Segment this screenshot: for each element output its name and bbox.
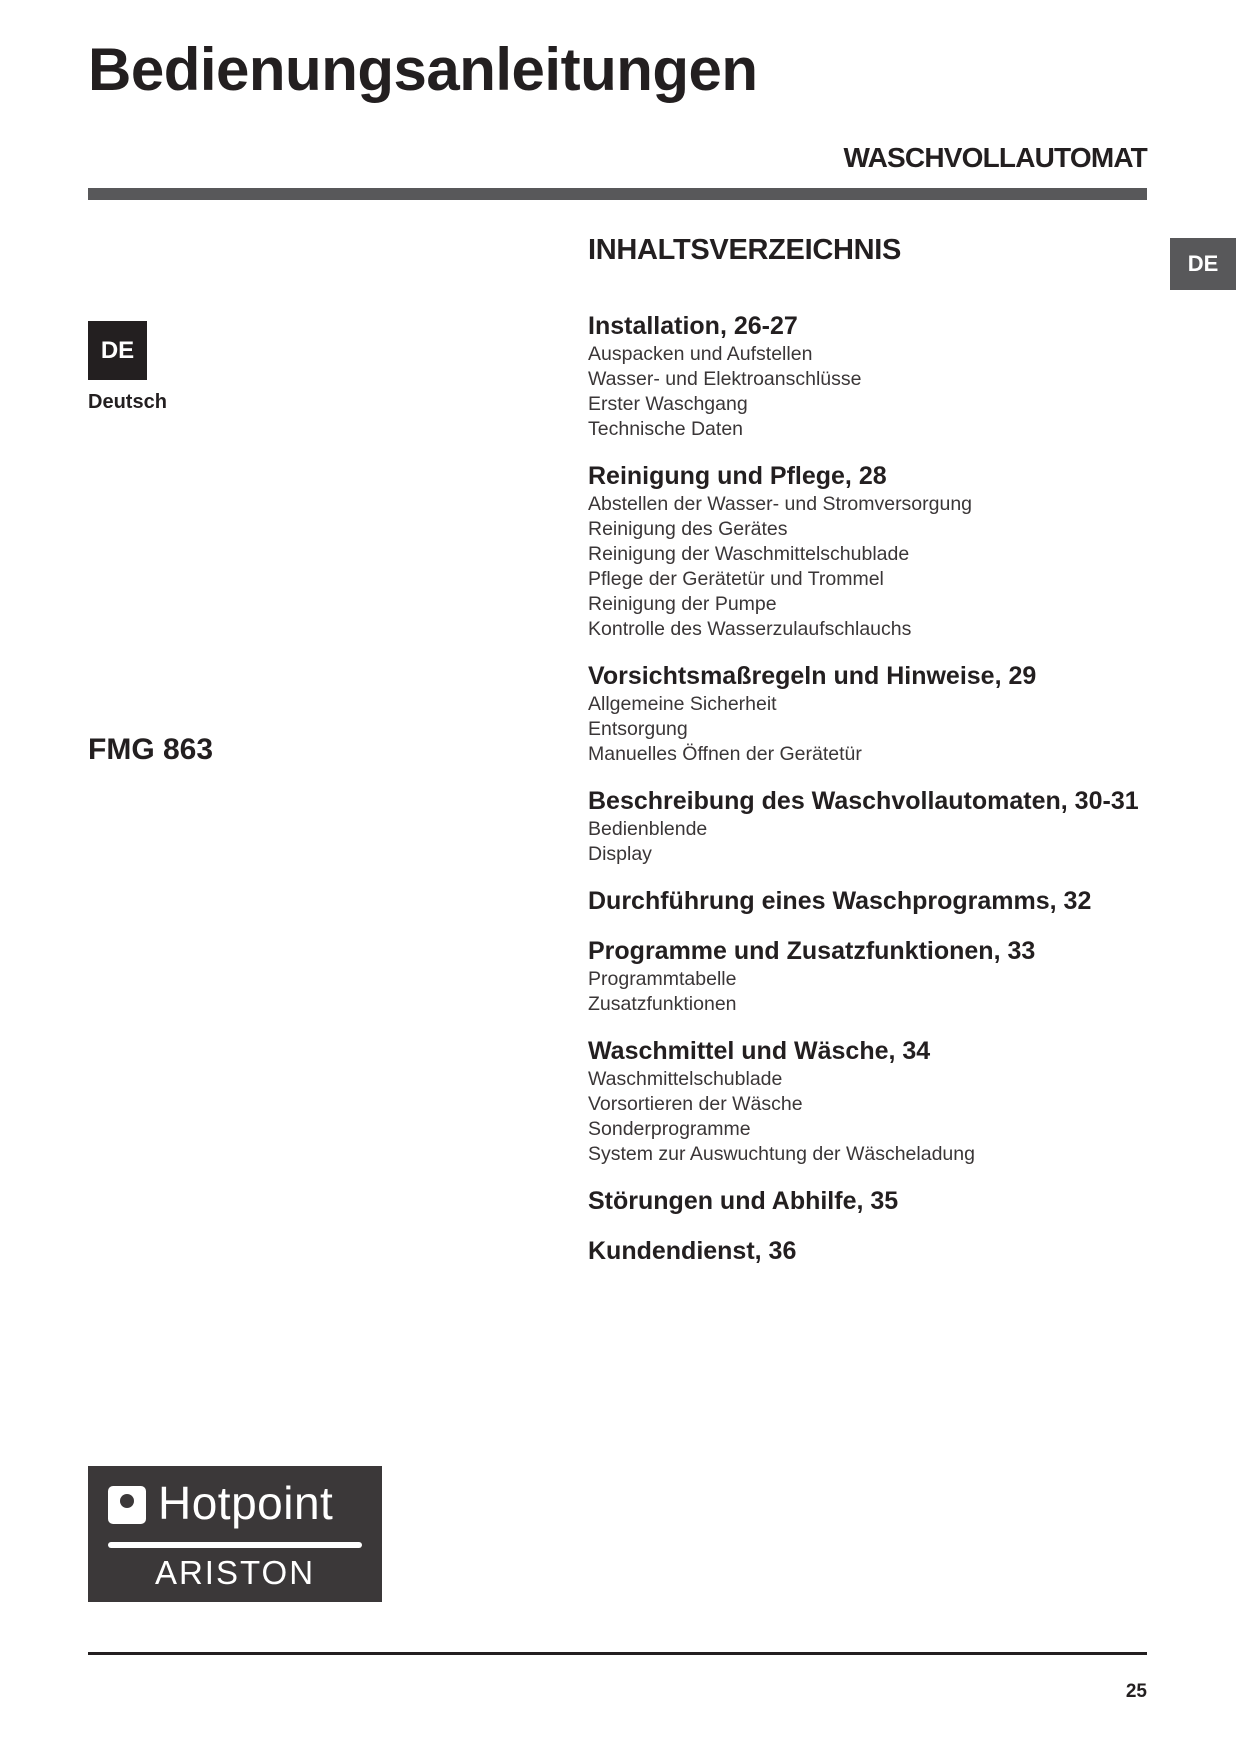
logo-divider bbox=[108, 1542, 362, 1548]
header-divider bbox=[88, 188, 1147, 200]
toc-item: System zur Auswuchtung der Wäscheladung bbox=[588, 1143, 975, 1165]
toc-item: Erster Waschgang bbox=[588, 393, 748, 415]
toc-item: Reinigung des Gerätes bbox=[588, 518, 788, 540]
toc-item: Auspacken und Aufstellen bbox=[588, 343, 813, 365]
product-type-subtitle: WASCHVOLLAUTOMAT bbox=[843, 142, 1147, 173]
page-title: Bedienungsanleitungen bbox=[88, 36, 758, 103]
toc-section-title: Reinigung und Pflege, 28 bbox=[588, 462, 887, 490]
toc-section-title: Beschreibung des Waschvollautomaten, 30-31 bbox=[588, 787, 1139, 815]
table-of-contents bbox=[588, 310, 1148, 1285]
toc-item: Programmtabelle bbox=[588, 968, 737, 990]
toc-section bbox=[588, 1235, 1148, 1267]
logo-brand-text: Hotpoint bbox=[158, 1477, 334, 1529]
toc-item: Abstellen der Wasser- und Stromversorgung bbox=[588, 493, 973, 515]
toc-item: Sonderprogramme bbox=[588, 1118, 751, 1140]
language-name: Deutsch bbox=[88, 391, 167, 413]
toc-section-title: Durchführung eines Waschprogramms, 32 bbox=[588, 887, 1092, 915]
toc-section-title: Waschmittel und Wäsche, 34 bbox=[588, 1037, 931, 1065]
toc-section-title: Vorsichtsmaßregeln und Hinweise, 29 bbox=[588, 662, 1037, 690]
model-number: FMG 863 bbox=[88, 733, 214, 766]
toc-item: Bedienblende bbox=[588, 818, 708, 840]
toc-item: Reinigung der Waschmittelschublade bbox=[588, 543, 910, 565]
logo-mark-icon bbox=[108, 1486, 146, 1524]
toc-section-title: Kundendienst, 36 bbox=[588, 1237, 797, 1265]
toc-item: Wasser- und Elektroanschlüsse bbox=[588, 368, 862, 390]
toc-section-title: Programme und Zusatzfunktionen, 33 bbox=[588, 937, 1036, 965]
toc-section bbox=[588, 785, 1148, 867]
toc-item: Vorsortieren der Wäsche bbox=[588, 1093, 803, 1115]
page-number: 25 bbox=[1125, 1681, 1147, 1702]
toc-item: Manuelles Öffnen der Gerätetür bbox=[588, 743, 862, 765]
hotpoint-ariston-logo bbox=[88, 1466, 382, 1602]
toc-item: Pflege der Gerätetür und Trommel bbox=[588, 568, 884, 590]
language-tab: DE bbox=[1170, 238, 1236, 290]
toc-section bbox=[588, 1035, 1148, 1167]
toc-heading: INHALTSVERZEICHNIS bbox=[588, 234, 902, 266]
toc-section bbox=[588, 885, 1148, 917]
toc-item: Display bbox=[588, 843, 652, 865]
toc-item: Kontrolle des Wasserzulaufschlauchs bbox=[588, 618, 912, 640]
logo-sub-text: ARISTON bbox=[154, 1554, 316, 1591]
toc-section bbox=[588, 460, 1148, 642]
toc-section bbox=[588, 935, 1148, 1017]
toc-item: Technische Daten bbox=[588, 418, 744, 440]
toc-section-title: Störungen und Abhilfe, 35 bbox=[588, 1187, 899, 1215]
toc-section-title: Installation, 26-27 bbox=[588, 312, 798, 340]
toc-item: Zusatzfunktionen bbox=[588, 993, 737, 1015]
toc-section bbox=[588, 660, 1148, 767]
toc-item: Reinigung der Pumpe bbox=[588, 593, 777, 615]
footer-divider bbox=[88, 1652, 1147, 1655]
toc-section bbox=[588, 1185, 1148, 1217]
toc-item: Allgemeine Sicherheit bbox=[588, 693, 777, 715]
language-code-badge: DE bbox=[88, 321, 147, 380]
toc-section bbox=[588, 310, 1148, 442]
toc-item: Entsorgung bbox=[588, 718, 688, 740]
toc-item: Waschmittelschublade bbox=[588, 1068, 783, 1090]
